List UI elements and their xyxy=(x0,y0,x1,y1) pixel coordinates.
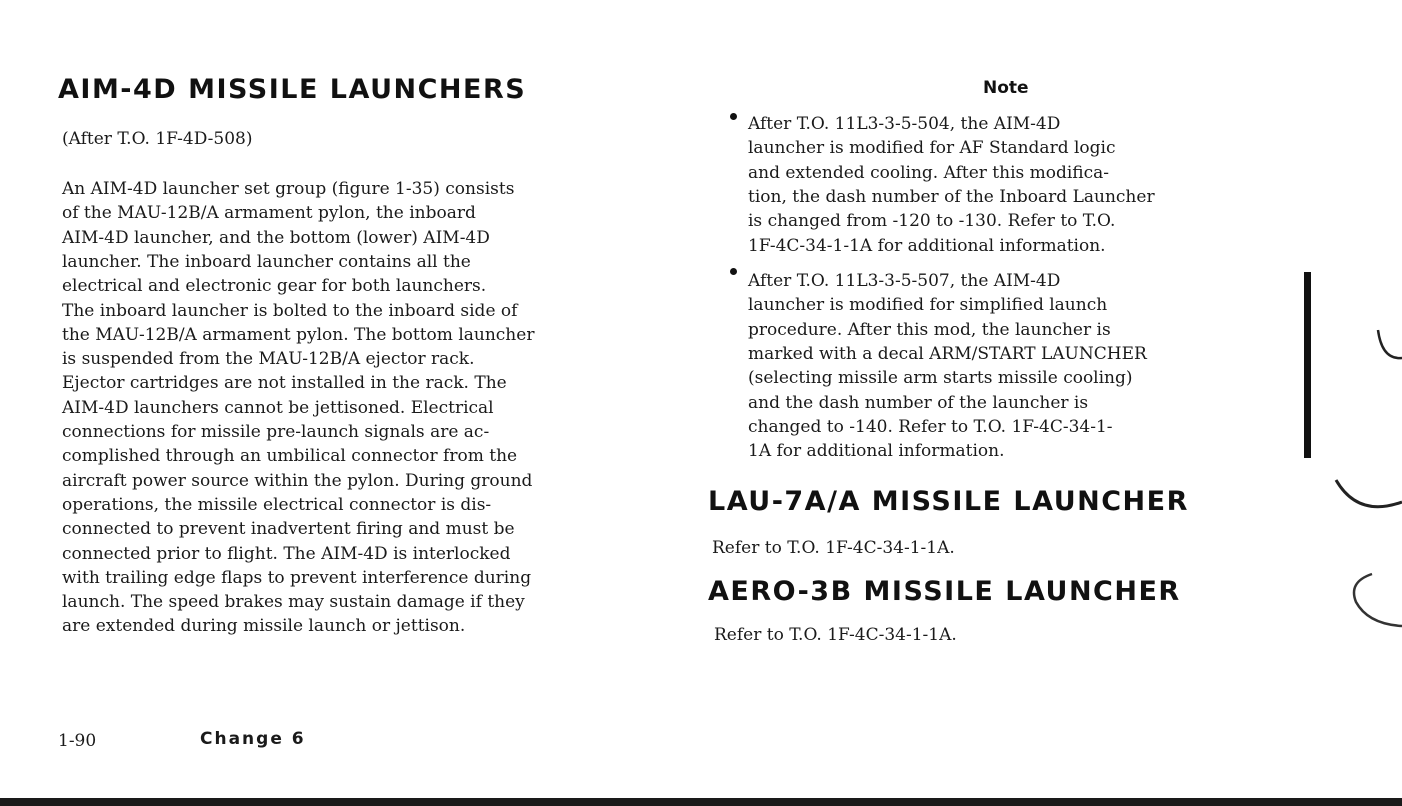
text-line: the MAU-12B/A armament pylon. The bottom launcher xyxy=(62,324,535,345)
text-line: AIM-4D launchers cannot be jettisoned. Electrical xyxy=(62,397,494,418)
text-line: launcher is modified for AF Standard logic xyxy=(748,138,1116,159)
aero3b-text: Refer to T.O. 1F-4C-34-1-1A. xyxy=(714,625,957,645)
text-line: launcher. The inboard launcher contains all the xyxy=(62,251,471,272)
aero3b-heading: AERO-3B MISSILE LAUNCHER xyxy=(708,576,1181,607)
text-line: aircraft power source within the pylon. During ground xyxy=(62,470,533,491)
text-line: connections for missile pre-launch signals are ac- xyxy=(62,422,490,442)
aim4d-heading: AIM-4D MISSILE LAUNCHERS xyxy=(58,74,527,105)
text-line: 1A for additional information. xyxy=(748,441,1005,462)
text-line: The inboard launcher is bolted to the inboard side of xyxy=(62,300,518,321)
text-line: complished through an umbilical connector from the xyxy=(62,446,518,467)
text-line: 1F-4C-34-1-1A for additional information. xyxy=(748,235,1106,256)
text-line: Ejector cartridges are not installed in the rack. The xyxy=(62,373,507,394)
binder-hole-mark-1 xyxy=(1328,320,1402,380)
text-line: launch. The speed brakes may sustain damage if they xyxy=(62,592,525,613)
text-line: connected to prevent inadvertent firing and must be xyxy=(62,519,515,540)
text-line: is suspended from the MAU-12B/A ejector rack. xyxy=(62,349,475,370)
text-line: procedure. After this mod, the launcher is xyxy=(748,319,1111,340)
lau7a-heading: LAU-7A/A MISSILE LAUNCHER xyxy=(708,486,1189,517)
text-line: launcher is modified for simplified launch xyxy=(748,295,1108,316)
text-line: AIM-4D launcher, and the bottom (lower) AIM-4D xyxy=(62,227,490,248)
text-line: marked with a decal ARM/START LAUNCHER xyxy=(748,343,1147,364)
text-line: An AIM-4D launcher set group (figure 1-35) consists xyxy=(62,179,515,199)
lau7a-text: Refer to T.O. 1F-4C-34-1-1A. xyxy=(712,538,955,558)
note-label: Note xyxy=(983,78,1029,98)
text-line: of the MAU-12B/A armament pylon, the inboard xyxy=(62,203,476,224)
text-line: (selecting missile arm starts missile cooling) xyxy=(748,368,1133,389)
text-line: and the dash number of the launcher is xyxy=(748,392,1089,413)
effectivity-note: (After T.O. 1F-4D-508) xyxy=(62,129,253,149)
text-line: changed to -140. Refer to T.O. 1F-4C-34-1- xyxy=(748,416,1113,437)
text-line: electrical and electronic gear for both launchers. xyxy=(62,276,487,297)
change-marker: Change 6 xyxy=(200,729,306,749)
change-bar xyxy=(1304,272,1311,458)
text-line: is changed from -120 to -130. Refer to T.O. xyxy=(748,211,1116,232)
text-line: tion, the dash number of the Inboard Launcher xyxy=(748,186,1155,207)
text-line: After T.O. 11L3-3-5-504, the AIM-4D xyxy=(748,114,1061,134)
binder-hole-mark-3 xyxy=(1328,568,1402,638)
text-line: with trailing edge flaps to prevent interference during xyxy=(62,567,532,588)
text-line: connected prior to flight. The AIM-4D is interlocked xyxy=(62,543,511,564)
text-line: After T.O. 11L3-3-5-507, the AIM-4D xyxy=(748,271,1061,291)
binder-hole-mark-2 xyxy=(1328,440,1402,530)
bottom-border xyxy=(0,798,1402,806)
text-line: are extended during missile launch or jettison. xyxy=(62,616,466,637)
bullet-2 xyxy=(730,268,737,275)
text-line: and extended cooling. After this modifica- xyxy=(748,162,1110,183)
bullet-1 xyxy=(730,113,737,120)
page-number: 1-90 xyxy=(58,731,97,751)
text-line: operations, the missile electrical connector is dis- xyxy=(62,494,492,515)
